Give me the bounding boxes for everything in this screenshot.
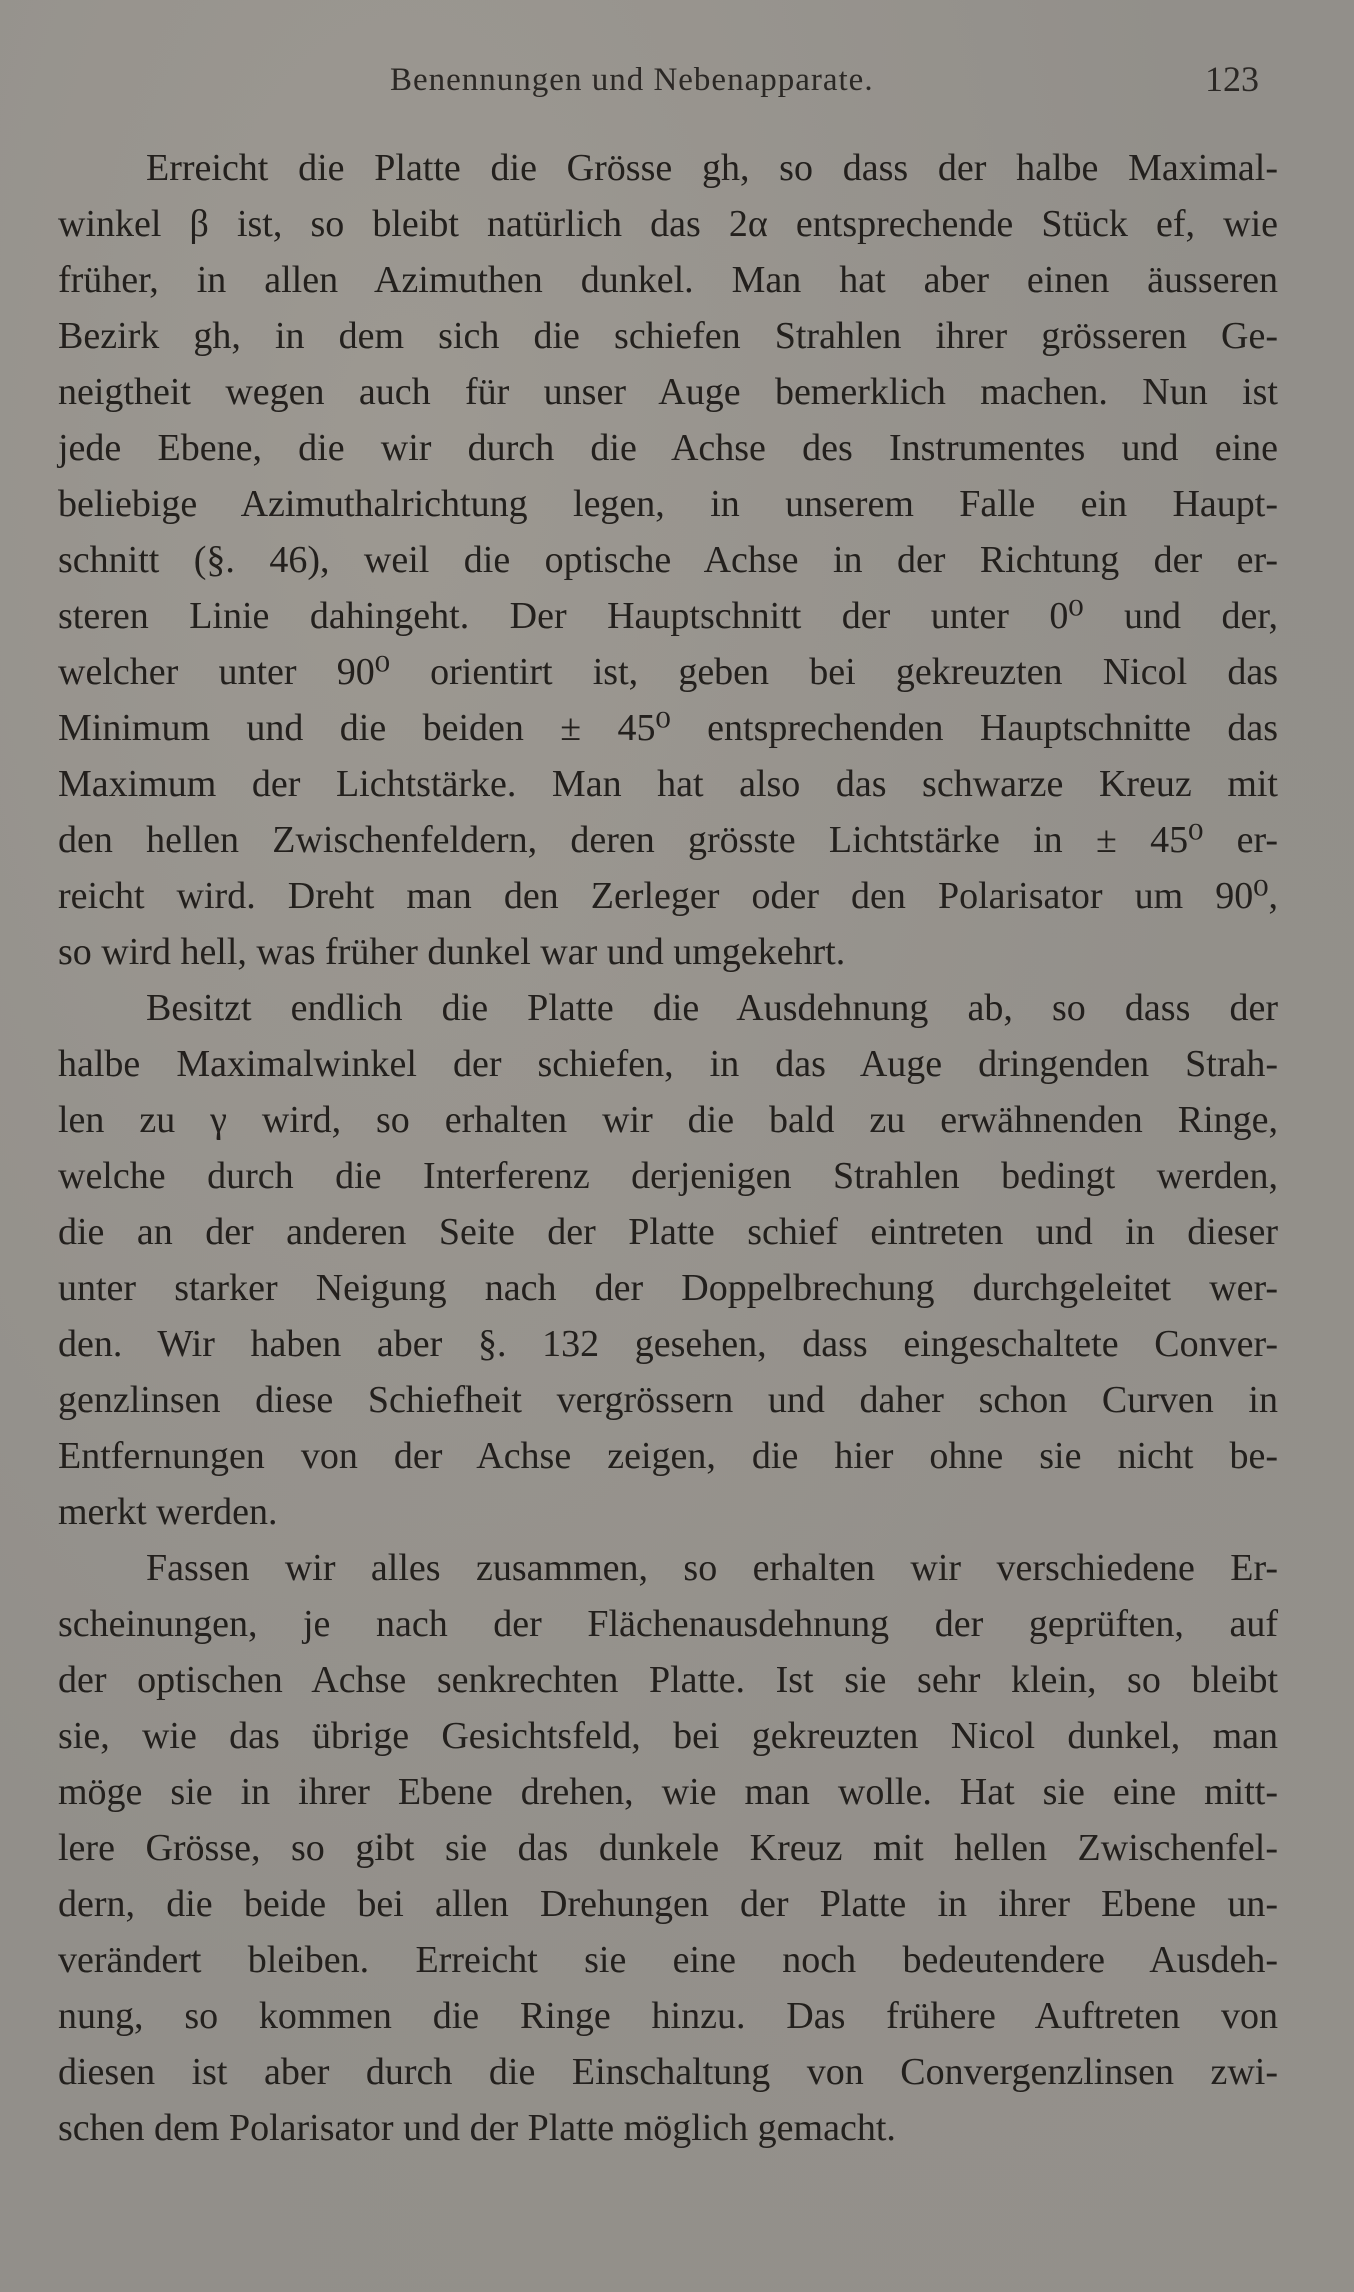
text-line: die an der anderen Seite der Platte schief eintreten und in dieser: [58, 1211, 1278, 1253]
text-line: dern, die beide bei allen Drehungen der Platte in ihrer Ebene un-: [58, 1883, 1278, 1925]
text-line: Fassen wir alles zusammen, so erhalten wir verschiedene Er-: [146, 1547, 1278, 1589]
text-line: Maximum der Lichtstärke. Man hat also das schwarze Kreuz mit: [58, 763, 1278, 805]
text-line: nung, so kommen die Ringe hinzu. Das frühere Auftreten von: [58, 1995, 1278, 2037]
text-line: Minimum und die beiden ± 45⁰ entsprechenden Hauptschnitte das: [58, 707, 1278, 749]
text-line: Entfernungen von der Achse zeigen, die hier ohne sie nicht be-: [58, 1435, 1278, 1477]
text-line: den hellen Zwischenfeldern, deren grösste Lichtstärke in ± 45⁰ er-: [58, 819, 1278, 861]
text-line: möge sie in ihrer Ebene drehen, wie man wolle. Hat sie eine mitt-: [58, 1771, 1278, 1813]
text-line: jede Ebene, die wir durch die Achse des Instrumentes und eine: [58, 427, 1278, 469]
text-line: genzlinsen diese Schiefheit vergrössern und daher schon Curven in: [58, 1379, 1278, 1421]
text-line: den. Wir haben aber §. 132 gesehen, dass eingeschaltete Conver-: [58, 1323, 1278, 1365]
text-line: sie, wie das übrige Gesichtsfeld, bei gekreuzten Nicol dunkel, man: [58, 1715, 1278, 1757]
text-line: merkt werden.: [58, 1491, 278, 1533]
text-line: lere Grösse, so gibt sie das dunkele Kreuz mit hellen Zwischenfel-: [58, 1827, 1278, 1869]
text-line: steren Linie dahingeht. Der Hauptschnitt der unter 0⁰ und der,: [58, 595, 1278, 637]
text-line: früher, in allen Azimuthen dunkel. Man hat aber einen äusseren: [58, 259, 1278, 301]
text-line: unter starker Neigung nach der Doppelbrechung durchgeleitet wer-: [58, 1267, 1278, 1309]
text-line: len zu γ wird, so erhalten wir die bald zu erwähnenden Ringe,: [58, 1099, 1278, 1141]
text-line: scheinungen, je nach der Flächenausdehnung der geprüften, auf: [58, 1603, 1278, 1645]
text-line: Besitzt endlich die Platte die Ausdehnung ab, so dass der: [146, 987, 1278, 1029]
text-line: Bezirk gh, in dem sich die schiefen Strahlen ihrer grösseren Ge-: [58, 315, 1278, 357]
page-number: 123: [1205, 59, 1259, 99]
text-line: winkel β ist, so bleibt natürlich das 2α entsprechende Stück ef, wie: [58, 203, 1278, 245]
text-line: reicht wird. Dreht man den Zerleger oder den Polarisator um 90⁰,: [58, 875, 1278, 917]
text-line: beliebige Azimuthalrichtung legen, in unserem Falle ein Haupt-: [58, 483, 1278, 525]
text-line: welcher unter 90⁰ orientirt ist, geben bei gekreuzten Nicol das: [58, 651, 1278, 693]
text-line: neigtheit wegen auch für unser Auge bemerklich machen. Nun ist: [58, 371, 1278, 413]
text-line: schen dem Polarisator und der Platte möglich gemacht.: [58, 2107, 896, 2149]
text-line: verändert bleiben. Erreicht sie eine noch bedeutendere Ausdeh-: [58, 1939, 1278, 1981]
text-line: schnitt (§. 46), weil die optische Achse in der Richtung der er-: [58, 539, 1278, 581]
text-line: welche durch die Interferenz derjenigen Strahlen bedingt werden,: [58, 1155, 1278, 1197]
text-line: so wird hell, was früher dunkel war und umgekehrt.: [58, 931, 846, 973]
text-line: halbe Maximalwinkel der schiefen, in das Auge dringenden Strah-: [58, 1043, 1278, 1085]
body-text: [58, 140, 1278, 2156]
running-head: Benennungen und Nebenapparate.: [390, 62, 874, 98]
text-line: Erreicht die Platte die Grösse gh, so dass der halbe Maximal-: [146, 147, 1278, 189]
text-line: diesen ist aber durch die Einschaltung von Convergenzlinsen zwi-: [58, 2051, 1278, 2093]
text-line: der optischen Achse senkrechten Platte. Ist sie sehr klein, so bleibt: [58, 1659, 1278, 1701]
